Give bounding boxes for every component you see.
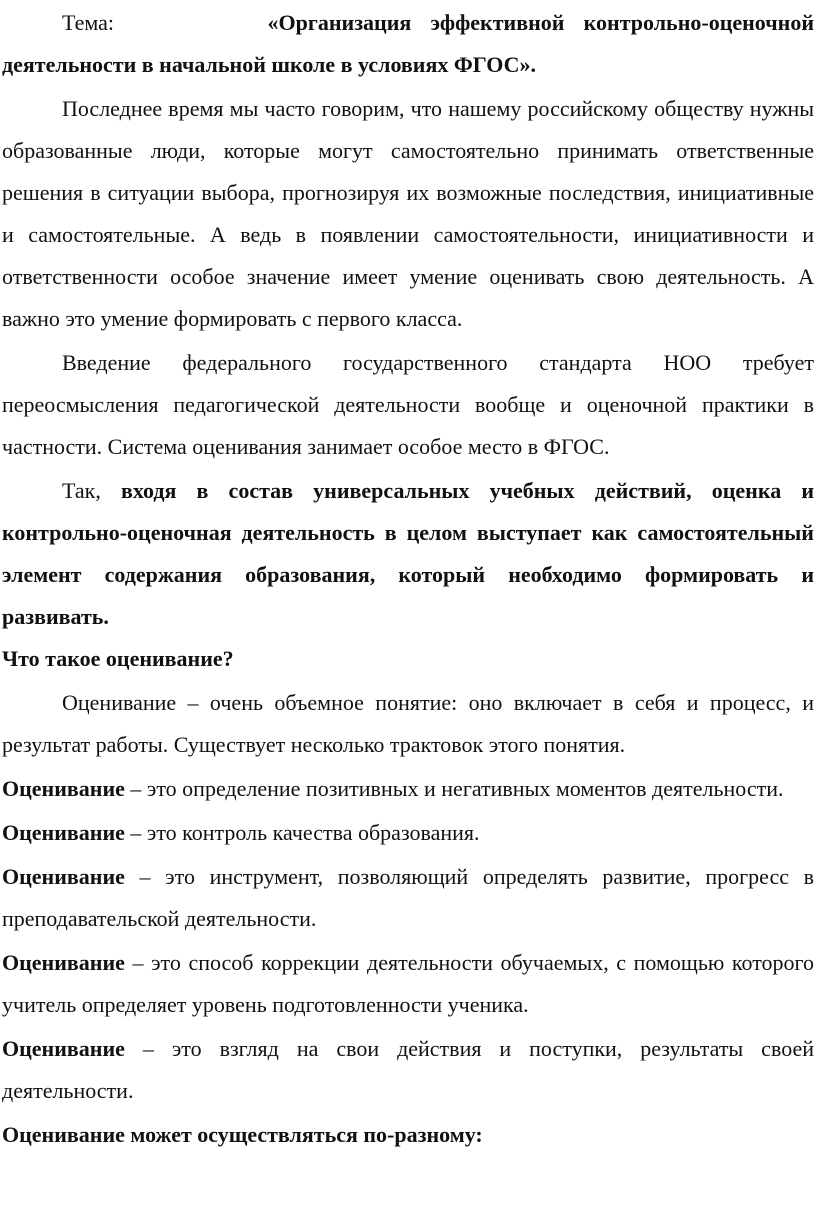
assessment-intro: Оценивание – очень объемное понятие: оно включает в себя и процесс, и результат работы. Существует несколько трактовок этого понятия. — [2, 690, 814, 757]
paragraph-uud — [2, 470, 814, 638]
paragraph-intro: Последнее время мы часто говорим, что нашему российскому обществу нужны образованные люди, которые могут самостоятельно принимать ответственные решения в ситуации выбора, прогнозируя их возможные последствия, инициативные и самостоятельные. А ведь в появлении самостоятельности, инициативности и ответственности особое значение имеет умение оценивать свою деятельность. А важно это умение формировать с первого класса. — [2, 96, 814, 331]
paragraph-uud-bold: входя в состав универсальных учебных действий, оценка и контрольно-оценочная деятельность в целом выступает как самостоятельный элемент содержания образования, который необходимо формировать и развивать. — [2, 478, 814, 629]
definition-item — [2, 1028, 814, 1112]
definition-item — [2, 942, 814, 1026]
definition-text: – это способ коррекции деятельности обучаемых, с помощью которого учитель определяет уровень подготовленности ученика. — [2, 950, 814, 1017]
definition-text: – это взгляд на свои действия и поступки, результаты своей деятельности. — [2, 1036, 814, 1103]
definition-text: – это определение позитивных и негативных моментов деятельности. — [124, 776, 784, 801]
section-question-heading: Что такое оценивание? — [2, 646, 234, 671]
definition-item — [2, 856, 814, 940]
definition-term: Оценивание — [2, 820, 125, 845]
topic-label: Тема: — [62, 10, 115, 35]
paragraph-standard: Введение федерального государственного стандарта НОО требует переосмысления педагогической деятельности вообще и оценочной практики в частности. Система оценивания занимает особое место в ФГОС. — [2, 350, 814, 459]
closing-heading: Оценивание может осуществляться по-разному: — [2, 1122, 483, 1147]
definition-item — [2, 812, 814, 854]
topic-line — [2, 2, 814, 86]
definition-text: – это контроль качества образования. — [124, 820, 480, 845]
definition-term: Оценивание — [2, 864, 125, 889]
definition-item — [2, 768, 814, 810]
definition-term: Оценивание — [2, 1036, 125, 1061]
definition-text: – это инструмент, позволяющий определять развитие, прогресс в преподавательской деятельности. — [2, 864, 814, 931]
topic-title: «Организация эффективной контрольно-оценочной деятельности в начальной школе в условиях ФГОС». — [2, 10, 814, 77]
definition-term: Оценивание — [2, 950, 125, 975]
definition-term: Оценивание — [2, 776, 125, 801]
paragraph-uud-lead: Так, — [62, 478, 101, 503]
